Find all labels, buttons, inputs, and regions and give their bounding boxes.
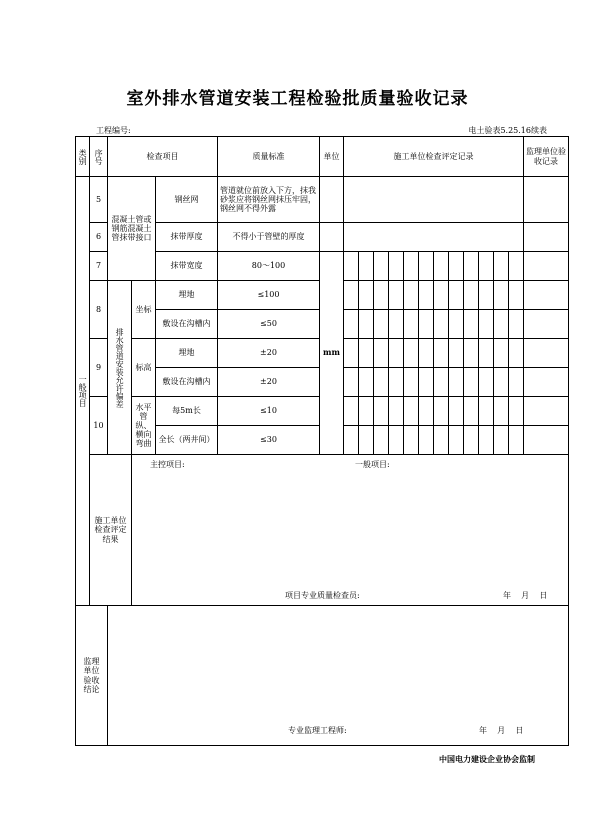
- cell: [449, 310, 464, 339]
- header-item: 检查项目: [108, 137, 218, 177]
- cell: [344, 252, 359, 281]
- record-5: [344, 177, 524, 223]
- cell: [509, 368, 524, 397]
- cell: [374, 310, 389, 339]
- cell: [464, 252, 479, 281]
- cell: [509, 339, 524, 368]
- cell: [404, 339, 419, 368]
- supervision-8b: [524, 310, 569, 339]
- item-band-width: 抹带宽度: [156, 252, 218, 281]
- supervision-9b: [524, 368, 569, 397]
- cell: [359, 339, 374, 368]
- cell: [494, 368, 509, 397]
- cell: [449, 339, 464, 368]
- header-seq: 序号: [90, 137, 108, 177]
- header-unit: 单位: [320, 137, 344, 177]
- cell: [509, 310, 524, 339]
- cell: [404, 368, 419, 397]
- sub-elevation: 标高: [132, 339, 156, 397]
- item-band-thickness: 抹带厚度: [156, 223, 218, 252]
- item-elev-buried: 埋地: [156, 339, 218, 368]
- seq-9: 9: [90, 339, 108, 397]
- cell: [404, 281, 419, 310]
- supervision-10b: [524, 426, 569, 455]
- cell: [419, 339, 434, 368]
- cell: [464, 397, 479, 426]
- header-standard: 质量标准: [218, 137, 320, 177]
- cell: [479, 368, 494, 397]
- cell: [479, 252, 494, 281]
- cell: [344, 281, 359, 310]
- item-coord-trench: 敷设在沟槽内: [156, 310, 218, 339]
- cell: [449, 252, 464, 281]
- group-joint: 混凝土管或钢筋混凝土管抹带接口: [108, 177, 156, 281]
- cell: [404, 252, 419, 281]
- engineer-date: 年 月 日: [479, 726, 524, 735]
- standard-band-thickness: 不得小于管壁的厚度: [218, 223, 320, 252]
- cell: [359, 368, 374, 397]
- page-title: 室外排水管道安装工程检验批质量验收记录: [126, 89, 469, 109]
- standard-coord-trench: ≤50: [218, 310, 320, 339]
- form-code: 电土验表5.25.16续表: [468, 126, 547, 135]
- sub-bending: 水平管纵、横向弯曲: [132, 397, 156, 455]
- supervision-7: [524, 252, 569, 281]
- header-category: 类别: [76, 137, 90, 177]
- cell: [494, 310, 509, 339]
- group-deviation: 排水管道安装允许偏差: [108, 281, 132, 455]
- cell: [434, 252, 449, 281]
- cell: [464, 281, 479, 310]
- cell: [344, 397, 359, 426]
- standard-full-length: ≤30: [218, 426, 320, 455]
- cell: [419, 252, 434, 281]
- cell: [419, 426, 434, 455]
- standard-per-5m: ≤10: [218, 397, 320, 426]
- cell: [389, 397, 404, 426]
- cell: [344, 339, 359, 368]
- construction-result-label: 施工单位检查评定结果: [90, 455, 132, 606]
- cell: [464, 368, 479, 397]
- construction-result-row: [76, 455, 569, 606]
- cell: [434, 310, 449, 339]
- cell: [434, 426, 449, 455]
- cell: [389, 252, 404, 281]
- supervision-result-row: [76, 606, 569, 746]
- cell: [359, 426, 374, 455]
- cell: [344, 310, 359, 339]
- cell: [479, 397, 494, 426]
- cell: [464, 339, 479, 368]
- cell: [494, 426, 509, 455]
- cell: [509, 281, 524, 310]
- general-items-label: 一般项目:: [355, 460, 390, 469]
- supervision-result-cell: [108, 606, 569, 746]
- cell: [509, 252, 524, 281]
- seq-6: 6: [90, 223, 108, 252]
- unit-6: [320, 223, 344, 252]
- cell: [389, 368, 404, 397]
- cell: [404, 426, 419, 455]
- cell: [374, 426, 389, 455]
- cell: [359, 252, 374, 281]
- standard-coord-buried: ≤100: [218, 281, 320, 310]
- cell: [494, 397, 509, 426]
- construction-result-cell: [132, 455, 569, 606]
- cell: [389, 310, 404, 339]
- cell: [494, 252, 509, 281]
- cell: [419, 368, 434, 397]
- seq-5: 5: [90, 177, 108, 223]
- cell: [464, 426, 479, 455]
- supervision-5: [524, 177, 569, 223]
- supervision-result-label: 监理单位验收结论: [76, 606, 108, 746]
- supervision-8a: [524, 281, 569, 310]
- standard-wire-mesh: 管道就位前放入下方，抹我砂浆应将钢丝网抹压牢固，钢丝网不得外露: [218, 177, 320, 223]
- record-6: [344, 223, 524, 252]
- category-general: 一般项目: [76, 177, 90, 606]
- project-no-label: 工程编号:: [96, 126, 131, 135]
- item-full-length: 全长（两井间）: [156, 426, 218, 455]
- header-row: [76, 137, 569, 177]
- cell: [374, 339, 389, 368]
- header-construction-record: 施工单位检查评定记录: [344, 137, 524, 177]
- cell: [359, 281, 374, 310]
- standard-elev-trench: ±20: [218, 368, 320, 397]
- unit-mm: mm: [320, 252, 344, 455]
- cell: [404, 397, 419, 426]
- cell: [374, 252, 389, 281]
- standard-band-width: 80～100: [218, 252, 320, 281]
- cell: [389, 339, 404, 368]
- supervision-9a: [524, 339, 569, 368]
- main-control-label: 主控项目:: [150, 460, 185, 469]
- seq-7: 7: [90, 252, 108, 281]
- cell: [464, 310, 479, 339]
- cell: [449, 368, 464, 397]
- cell: [374, 397, 389, 426]
- inspector-label: 项目专业质量检查员:: [285, 591, 360, 600]
- cell: [434, 397, 449, 426]
- cell: [434, 368, 449, 397]
- inspection-table: [75, 136, 569, 746]
- cell: [479, 426, 494, 455]
- cell: [374, 281, 389, 310]
- inspector-date: 年 月 日: [503, 591, 548, 600]
- sub-coordinate: 坐标: [132, 281, 156, 339]
- cell: [344, 426, 359, 455]
- cell: [419, 310, 434, 339]
- engineer-label: 专业监理工程师:: [288, 726, 347, 735]
- cell: [434, 281, 449, 310]
- cell: [359, 310, 374, 339]
- cell: [404, 310, 419, 339]
- footer-issuer: 中国电力建设企业协会监制: [439, 755, 535, 764]
- cell: [479, 310, 494, 339]
- cell: [389, 281, 404, 310]
- cell: [419, 281, 434, 310]
- cell: [509, 397, 524, 426]
- supervision-6: [524, 223, 569, 252]
- cell: [494, 339, 509, 368]
- item-coord-buried: 埋地: [156, 281, 218, 310]
- cell: [359, 397, 374, 426]
- cell: [449, 281, 464, 310]
- cell: [374, 368, 389, 397]
- item-elev-trench: 敷设在沟槽内: [156, 368, 218, 397]
- cell: [479, 281, 494, 310]
- cell: [389, 426, 404, 455]
- cell: [449, 397, 464, 426]
- unit-5: [320, 177, 344, 223]
- cell: [509, 426, 524, 455]
- row-5: [76, 177, 569, 223]
- cell: [434, 339, 449, 368]
- cell: [449, 426, 464, 455]
- seq-10: 10: [90, 397, 108, 455]
- seq-8: 8: [90, 281, 108, 339]
- item-per-5m: 每5m长: [156, 397, 218, 426]
- cell: [494, 281, 509, 310]
- cell: [344, 368, 359, 397]
- standard-elev-buried: ±20: [218, 339, 320, 368]
- item-wire-mesh: 钢丝网: [156, 177, 218, 223]
- cell: [419, 397, 434, 426]
- supervision-10a: [524, 397, 569, 426]
- header-supervision: 监理单位验收记录: [524, 137, 569, 177]
- cell: [479, 339, 494, 368]
